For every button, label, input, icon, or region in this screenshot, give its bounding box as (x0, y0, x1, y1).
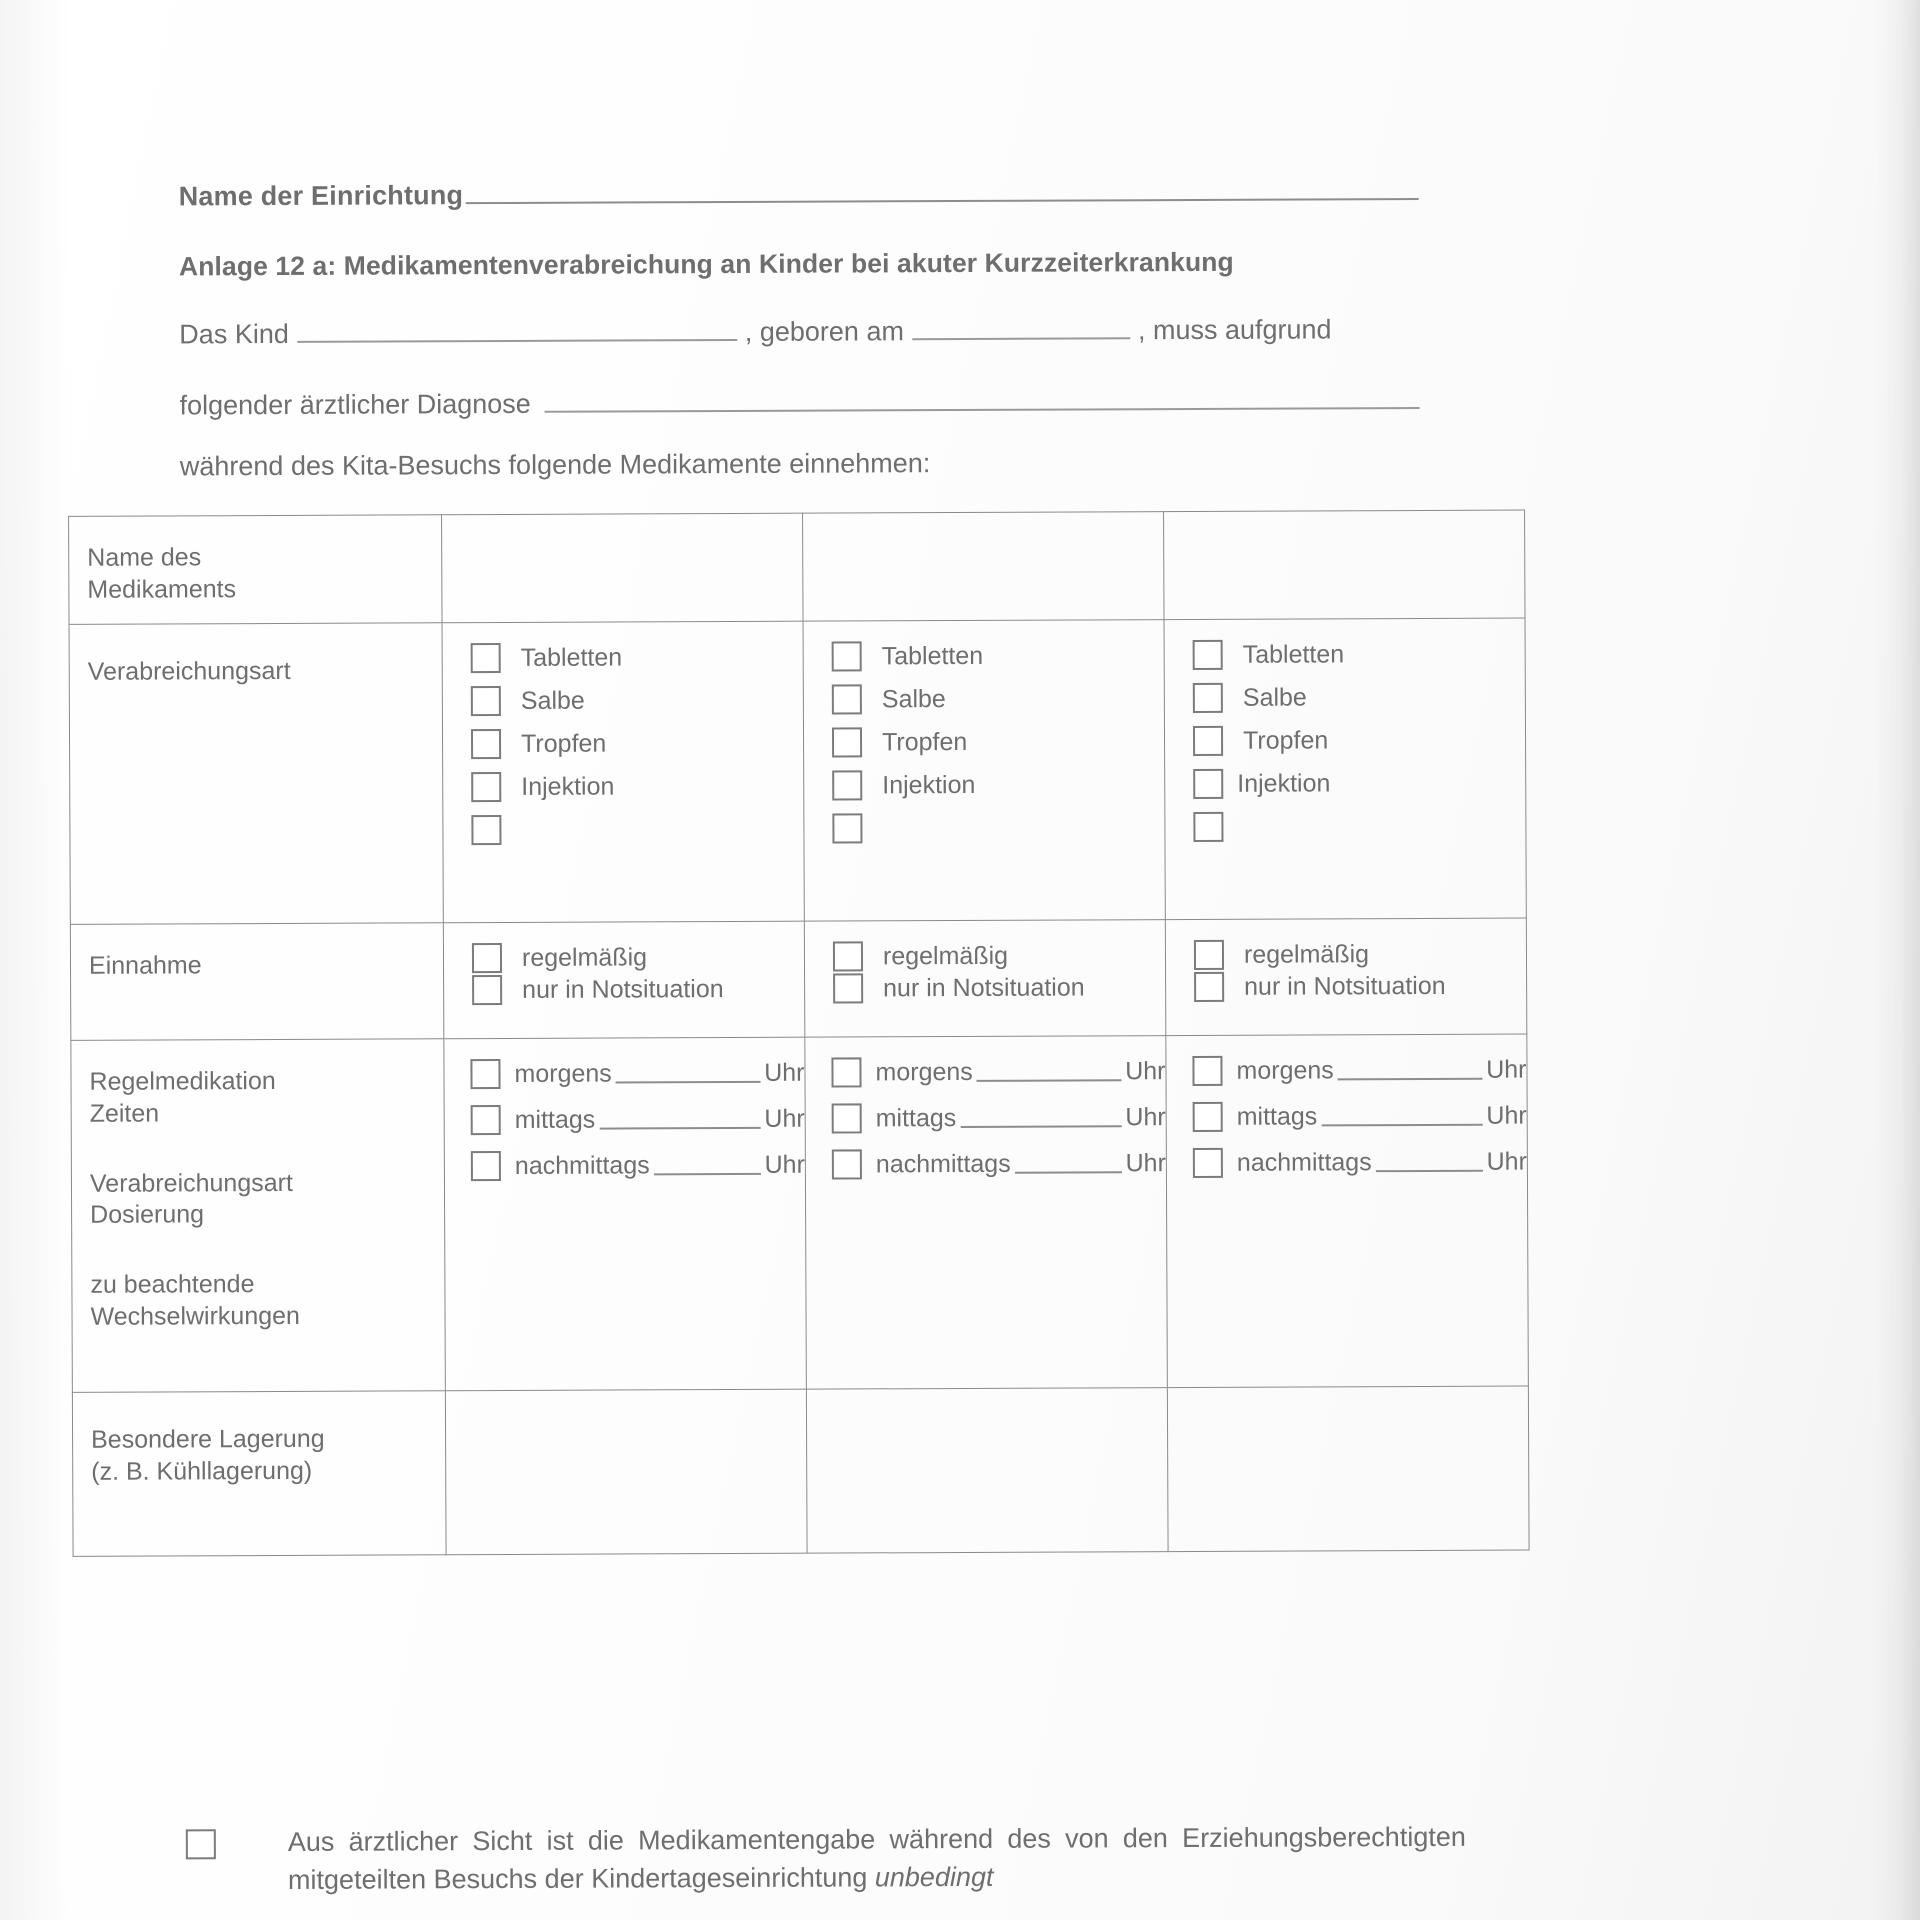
medication-name-input-col3[interactable] (1164, 510, 1525, 620)
checkbox-row-regelmaessig[interactable] (472, 942, 804, 973)
time-label: mittags (875, 1103, 957, 1132)
option-label: Tabletten (520, 642, 623, 672)
time-row-morgens[interactable] (831, 1056, 1165, 1087)
time-row-nachmittags[interactable] (1193, 1147, 1527, 1178)
schedule-times-col2 (805, 1036, 1168, 1390)
child-prefix-label: Das Kind (179, 318, 289, 350)
storage-input-col1[interactable] (445, 1389, 807, 1555)
option-label: Tropfen (520, 729, 607, 758)
time-row-nachmittags[interactable] (832, 1148, 1166, 1179)
checkbox-icon[interactable] (832, 770, 862, 800)
intake-options-col3 (1165, 918, 1527, 1036)
storage-label-line2: (z. B. Kühllagerung) (91, 1456, 313, 1486)
checkbox-row-salbe[interactable] (471, 685, 803, 716)
intake-label: Einnahme (88, 951, 202, 980)
checkbox-icon[interactable] (1194, 972, 1224, 1002)
checkbox-icon[interactable] (471, 1105, 501, 1135)
time-label: morgens (1236, 1055, 1334, 1085)
time-value-blank[interactable] (654, 1155, 761, 1175)
institution-label: Name der Einrichtung (178, 180, 464, 212)
checkbox-icon[interactable] (1194, 940, 1224, 970)
option-label: nur in Notsituation (1244, 971, 1446, 1001)
checkbox-icon[interactable] (471, 772, 501, 802)
footer-consent-block (186, 1818, 1466, 1900)
checkbox-icon[interactable] (471, 729, 501, 759)
checkbox-row-tropfen[interactable] (832, 726, 1164, 757)
time-value-blank[interactable] (1376, 1152, 1483, 1172)
checkbox-row-salbe[interactable] (832, 683, 1164, 714)
medication-name-input-col2[interactable] (803, 512, 1164, 622)
administration-options-col1 (442, 621, 804, 923)
row-label-cell (72, 1391, 446, 1557)
option-label: regelmäßig (521, 942, 648, 972)
option-label: Salbe (1242, 682, 1307, 712)
row-label-cell (70, 923, 444, 1041)
table-row-storage (72, 1386, 1529, 1556)
storage-input-col2[interactable] (806, 1388, 1168, 1554)
time-unit: Uhr (1125, 1148, 1166, 1177)
checkbox-row-injektion[interactable] (1193, 768, 1525, 799)
checkbox-icon[interactable] (471, 643, 501, 673)
table-row-schedule (71, 1034, 1529, 1392)
time-value-blank[interactable] (977, 1061, 1122, 1082)
table-row-medication-name (69, 510, 1525, 624)
checkbox-icon[interactable] (1193, 1148, 1223, 1178)
time-row-mittags[interactable] (832, 1102, 1166, 1133)
option-label: Injektion (521, 772, 615, 801)
checkbox-row-regelmaessig[interactable] (1194, 939, 1526, 970)
checkbox-icon[interactable] (831, 1057, 861, 1087)
option-label: Injektion (1237, 768, 1331, 798)
option-label: nur in Notsituation (522, 974, 724, 1004)
birthdate-blank[interactable] (912, 315, 1130, 340)
time-value-blank[interactable] (616, 1063, 761, 1084)
time-unit: Uhr (764, 1104, 805, 1133)
checkbox-row-injektion[interactable] (471, 771, 803, 802)
time-row-mittags[interactable] (471, 1104, 805, 1135)
checkbox-icon[interactable] (1193, 726, 1223, 756)
time-unit: Uhr (764, 1058, 805, 1087)
time-value-blank[interactable] (1015, 1153, 1122, 1173)
administration-type-label: Verabreichungsart (87, 656, 291, 686)
checkbox-icon[interactable] (1193, 769, 1223, 799)
option-label: nur in Notsituation (883, 972, 1085, 1002)
footer-text-emphasis: unbedingt (874, 1862, 994, 1893)
checkbox-icon[interactable] (832, 684, 862, 714)
checkbox-icon[interactable] (471, 686, 501, 716)
option-label: Salbe (881, 684, 946, 713)
option-label: Tropfen (1242, 725, 1329, 755)
time-label: morgens (514, 1059, 612, 1088)
time-unit: Uhr (1486, 1055, 1527, 1084)
medication-name-input-col1[interactable] (442, 513, 803, 623)
checkbox-row-tabletten[interactable] (1193, 639, 1525, 670)
diagnosis-blank[interactable] (545, 385, 1420, 413)
checkbox-row-tabletten[interactable] (471, 642, 803, 673)
checkbox-row-tropfen[interactable] (1193, 725, 1525, 756)
option-label: regelmäßig (882, 941, 1009, 970)
checkbox-icon[interactable] (1193, 683, 1223, 713)
checkbox-row-other[interactable] (832, 812, 1164, 843)
checkbox-row-other[interactable] (1193, 811, 1525, 842)
child-info-row (179, 314, 1419, 350)
schedule-label-line6: Wechselwirkungen (90, 1301, 300, 1331)
intake-options-col1 (443, 921, 805, 1039)
time-label: morgens (875, 1057, 973, 1086)
checkbox-row-tabletten[interactable] (832, 640, 1164, 671)
intro-line: während des Kita-Besuchs folgende Medikamente einnehmen: (179, 448, 931, 482)
medication-table (68, 510, 1530, 1557)
checkbox-row-other[interactable] (471, 814, 803, 845)
schedule-label-line5: zu beachtende (90, 1270, 255, 1299)
storage-label-line1: Besondere Lagerung (91, 1424, 325, 1454)
institution-blank-line[interactable] (465, 178, 1419, 204)
option-label: Salbe (520, 686, 585, 715)
checkbox-row-salbe[interactable] (1193, 682, 1525, 713)
schedule-times-col1 (444, 1037, 807, 1391)
diagnosis-row (180, 385, 1420, 421)
checkbox-icon[interactable] (472, 975, 502, 1005)
time-value-blank[interactable] (1321, 1106, 1482, 1127)
checkbox-row-injektion[interactable] (832, 769, 1164, 800)
schedule-label-line4: Dosierung (90, 1200, 205, 1230)
administration-options-col3 (1164, 618, 1526, 920)
footer-consent-text (288, 1818, 1466, 1900)
checkbox-icon[interactable] (832, 1103, 862, 1133)
option-label: regelmäßig (1243, 939, 1370, 969)
schedule-label-line2: Zeiten (89, 1099, 160, 1128)
checkbox-icon[interactable] (472, 943, 502, 973)
checkbox-icon[interactable] (1193, 812, 1223, 842)
schedule-label-line3: Verabreichungsart (89, 1168, 293, 1198)
checkbox-row-notsituation[interactable] (1194, 971, 1526, 1002)
time-unit: Uhr (1125, 1056, 1166, 1085)
time-label: nachmittags (514, 1150, 650, 1180)
schedule-label-group (71, 1039, 444, 1333)
checkbox-icon[interactable] (1193, 640, 1223, 670)
child-suffix-label: , muss aufgrund (1137, 314, 1332, 346)
institution-field-row (179, 176, 1419, 212)
checkbox-icon[interactable] (1193, 1102, 1223, 1132)
checkbox-icon[interactable] (471, 1151, 501, 1181)
time-row-morgens[interactable] (470, 1058, 804, 1089)
time-row-mittags[interactable] (1193, 1101, 1527, 1132)
child-name-blank[interactable] (297, 317, 737, 343)
option-label: Tropfen (881, 727, 968, 756)
schedule-label-line1: Regelmedikation (89, 1066, 276, 1096)
diagnosis-label: folgender ärztlicher Diagnose (179, 388, 531, 421)
row-label-cell (69, 515, 442, 625)
checkbox-row-notsituation[interactable] (472, 974, 804, 1005)
time-label: nachmittags (875, 1149, 1011, 1178)
time-unit: Uhr (1486, 1147, 1527, 1176)
checkbox-icon[interactable] (833, 973, 863, 1003)
checkbox-icon[interactable] (1192, 1056, 1222, 1086)
table-row-intake (70, 918, 1526, 1040)
checkbox-icon[interactable] (470, 1059, 500, 1089)
time-unit: Uhr (764, 1150, 805, 1179)
option-label: Tabletten (1242, 639, 1345, 669)
row-label-cell (71, 1039, 446, 1393)
storage-input-col3[interactable] (1167, 1386, 1529, 1552)
checkbox-icon[interactable] (832, 813, 862, 843)
checkbox-icon[interactable] (186, 1829, 216, 1859)
page-title: Anlage 12 a: Medikamentenverabreichung an Kinder bei akuter Kurzzeiterkrankung (178, 246, 1234, 282)
time-label: nachmittags (1236, 1147, 1372, 1177)
footer-text-main: Aus ärztlicher Sicht ist die Medikamentengabe während des von den Erziehungsberechtigten mitgeteilten Besuchs der Kindertageseinrichtung (287, 1821, 1466, 1896)
time-value-blank[interactable] (599, 1109, 760, 1130)
intake-options-col2 (804, 920, 1166, 1038)
checkbox-row-regelmaessig[interactable] (833, 940, 1165, 971)
time-label: mittags (1236, 1101, 1318, 1131)
checkbox-icon[interactable] (471, 815, 501, 845)
checkbox-icon[interactable] (833, 941, 863, 971)
row-label-cell (69, 623, 443, 925)
time-label: mittags (514, 1105, 596, 1134)
time-row-nachmittags[interactable] (471, 1150, 805, 1181)
administration-options-col2 (803, 620, 1165, 922)
table-row-administration-type (69, 618, 1526, 924)
storage-label-group (73, 1391, 445, 1488)
time-unit: Uhr (1486, 1101, 1527, 1130)
checkbox-row-notsituation[interactable] (833, 972, 1165, 1003)
birthdate-middle-label: , geboren am (744, 316, 904, 347)
time-unit: Uhr (1125, 1102, 1166, 1131)
checkbox-icon[interactable] (832, 727, 862, 757)
option-label: Tabletten (881, 641, 984, 670)
medication-name-label: Name des Medikaments (87, 543, 237, 604)
time-value-blank[interactable] (1338, 1060, 1483, 1081)
time-value-blank[interactable] (960, 1107, 1121, 1128)
checkbox-row-tropfen[interactable] (471, 728, 803, 759)
checkbox-icon[interactable] (832, 1149, 862, 1179)
checkbox-icon[interactable] (832, 641, 862, 671)
schedule-times-col3 (1166, 1034, 1529, 1388)
option-label: Injektion (882, 770, 976, 799)
time-row-morgens[interactable] (1192, 1055, 1526, 1086)
